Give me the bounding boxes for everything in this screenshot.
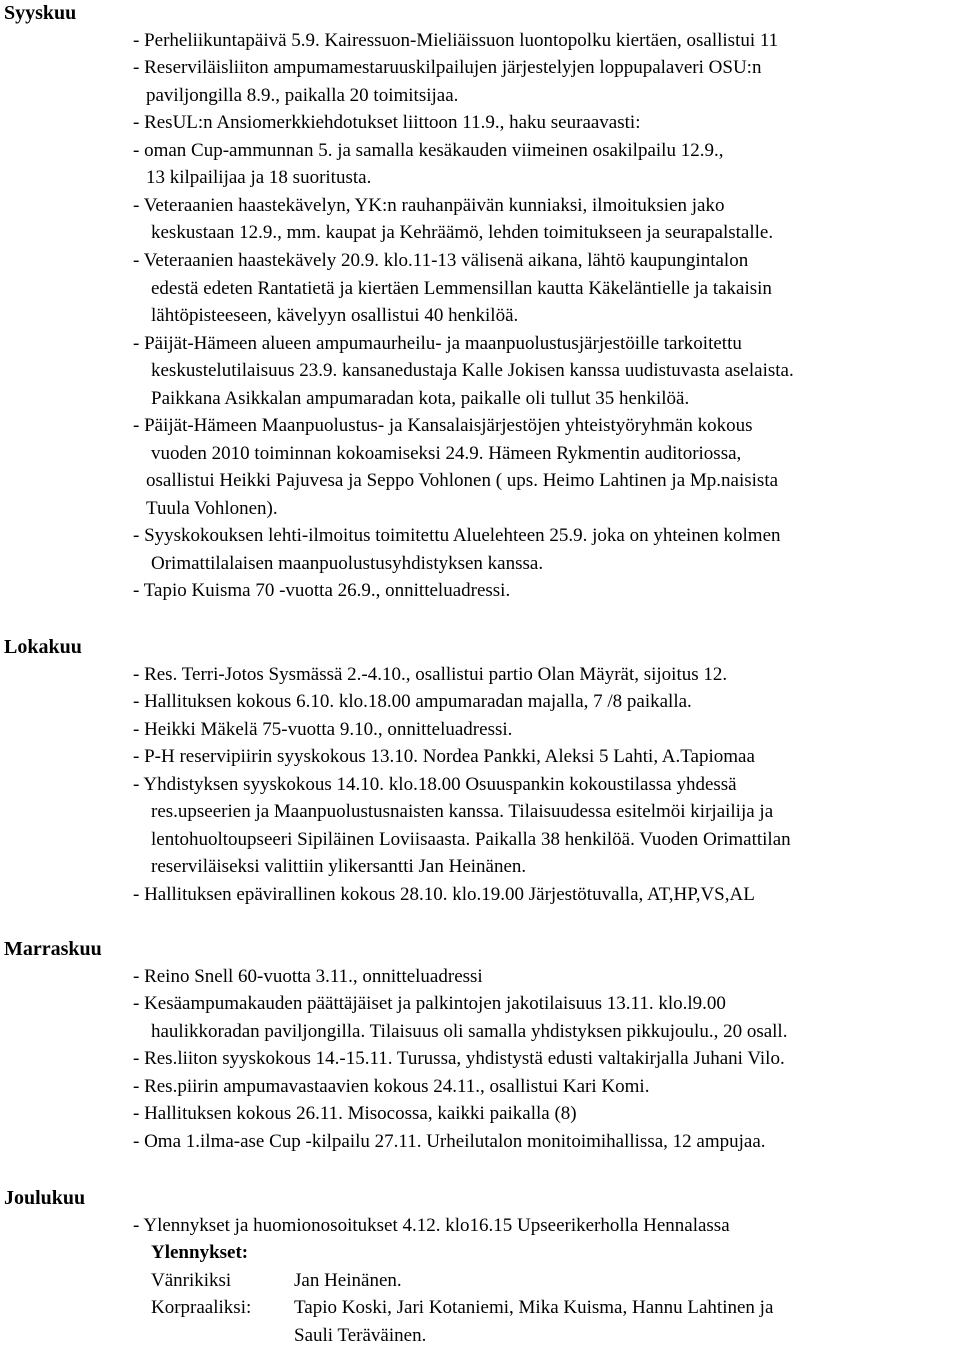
list-item: keskustelutilaisuus 23.9. kansanedustaja Kalle Jokisen kanssa uudistuvasta aselaista. bbox=[151, 360, 794, 381]
list-item: - Perheliikuntapäivä 5.9. Kairessuon-Mieliäissuon luontopolku kiertäen, osallistui 11 bbox=[133, 30, 779, 51]
list-item: - Kesäampumakauden päättäjäiset ja palkintojen jakotilaisuus 13.11. klo.l9.00 bbox=[133, 993, 726, 1014]
list-item: edestä edeten Rantatietä ja kiertäen Lemmensillan kautta Käkeläntielle ja takaisin bbox=[151, 278, 772, 299]
list-item: vuoden 2010 toiminnan kokoamiseksi 24.9. Hämeen Rykmentin auditoriossa, bbox=[151, 443, 742, 464]
list-item: - Yhdistyksen syyskokous 14.10. klo.18.00 Osuuspankin kokoustilassa yhdessä bbox=[133, 774, 737, 795]
list-item: - Hallituksen epävirallinen kokous 28.10. klo.19.00 Järjestötuvalla, AT,HP,VS,AL bbox=[133, 884, 755, 905]
list-item: - Res.liiton syyskokous 14.-15.11. Turussa, yhdistystä edusti valtakirjalla Juhani Vilo. bbox=[133, 1048, 785, 1069]
list-item: - Päijät-Hämeen alueen ampumaurheilu- ja maanpuolustusjärjestöille tarkoitettu bbox=[133, 333, 742, 354]
list-item: reserviläiseksi valittiin ylikersantti Jan Heinänen. bbox=[151, 856, 527, 877]
list-item: - Reino Snell 60-vuotta 3.11., onnitteluadressi bbox=[133, 966, 483, 987]
list-item: - Päijät-Hämeen Maanpuolustus- ja Kansalaisjärjestöjen yhteistyöryhmän kokous bbox=[133, 415, 753, 436]
list-item: - Ylennykset ja huomionosoitukset 4.12. klo16.15 Upseerikerholla Hennalassa bbox=[133, 1215, 730, 1236]
list-item: lentohuoltoupseeri Sipiläinen Loviisaasta. Paikalla 38 henkilöä. Vuoden Orimattilan bbox=[151, 829, 791, 850]
month-syyskuu: Syyskuu bbox=[4, 2, 77, 24]
month-joulukuu: Joulukuu bbox=[4, 1187, 86, 1209]
rank-names: Tapio Koski, Jari Kotaniemi, Mika Kuisma, Hannu Lahtinen ja bbox=[294, 1297, 774, 1318]
list-item: res.upseerien ja Maanpuolustusnaisten kanssa. Tilaisuudessa esitelmöi kirjailija ja bbox=[151, 801, 774, 822]
list-item: - Reserviläisliiton ampumamestaruuskilpailujen järjestelyjen loppupalaveri OSU:n bbox=[133, 57, 762, 78]
list-item: 13 kilpailijaa ja 18 suoritusta. bbox=[146, 167, 372, 188]
list-item: - Veteraanien haastekävelyn, YK:n rauhanpäivän kunniaksi, ilmoituksien jako bbox=[133, 195, 725, 216]
list-item: - Veteraanien haastekävely 20.9. klo.11-13 välisenä aikana, lähtö kaupungintalon bbox=[133, 250, 749, 271]
list-item: keskustaan 12.9., mm. kaupat ja Kehräämö, lehden toimitukseen ja seurapalstalle. bbox=[151, 222, 774, 243]
rank-label: Korpraaliksi: bbox=[151, 1297, 252, 1318]
list-item: - ResUL:n Ansiomerkkiehdotukset liittoon 11.9., haku seuraavasti: bbox=[133, 112, 641, 133]
list-item: Tuula Vohlonen). bbox=[146, 498, 278, 519]
promotions-heading: Ylennykset: bbox=[151, 1242, 249, 1263]
month-marraskuu: Marraskuu bbox=[4, 938, 102, 960]
rank-names: Sauli Teräväinen. bbox=[294, 1325, 427, 1346]
month-lokakuu: Lokakuu bbox=[4, 636, 82, 658]
list-item: lähtöpisteeseen, kävelyyn osallistui 40 henkilöä. bbox=[151, 305, 519, 326]
list-item: - Hallituksen kokous 26.11. Misocossa, kaikki paikalla (8) bbox=[133, 1103, 577, 1124]
list-item: - Oma 1.ilma-ase Cup -kilpailu 27.11. Urheilutalon monitoimihallissa, 12 ampujaa. bbox=[133, 1131, 766, 1152]
list-item: haulikkoradan paviljongilla. Tilaisuus oli samalla yhdistyksen pikkujoulu., 20 osall. bbox=[151, 1021, 788, 1042]
list-item: paviljongilla 8.9., paikalla 20 toimitsijaa. bbox=[146, 85, 459, 106]
list-item: - Tapio Kuisma 70 -vuotta 26.9., onnitteluadressi. bbox=[133, 580, 511, 601]
list-item: Paikkana Asikkalan ampumaradan kota, paikalle oli tullut 35 henkilöä. bbox=[151, 388, 690, 409]
list-item: - Heikki Mäkelä 75-vuotta 9.10., onnitteluadressi. bbox=[133, 719, 513, 740]
list-item: - P-H reservipiirin syyskokous 13.10. Nordea Pankki, Aleksi 5 Lahti, A.Tapiomaa bbox=[133, 746, 755, 767]
list-item: - Res. Terri-Jotos Sysmässä 2.-4.10., osallistui partio Olan Mäyrät, sijoitus 12. bbox=[133, 664, 728, 685]
list-item: osallistui Heikki Pajuvesa ja Seppo Vohlonen ( ups. Heimo Lahtinen ja Mp.naisista bbox=[146, 470, 779, 491]
list-item: - Hallituksen kokous 6.10. klo.18.00 ampumaradan majalla, 7 /8 paikalla. bbox=[133, 691, 692, 712]
list-item: - Syyskokouksen lehti-ilmoitus toimitettu Aluelehteen 25.9. joka on yhteinen kolmen bbox=[133, 525, 781, 546]
rank-names: Jan Heinänen. bbox=[294, 1270, 402, 1291]
list-item: - oman Cup-ammunnan 5. ja samalla kesäkauden viimeinen osakilpailu 12.9., bbox=[133, 140, 724, 161]
list-item: - Res.piirin ampumavastaavien kokous 24.11., osallistui Kari Komi. bbox=[133, 1076, 650, 1097]
list-item: Orimattilalaisen maanpuolustusyhdistyksen kanssa. bbox=[151, 553, 544, 574]
rank-label: Vänrikiksi bbox=[151, 1270, 232, 1291]
